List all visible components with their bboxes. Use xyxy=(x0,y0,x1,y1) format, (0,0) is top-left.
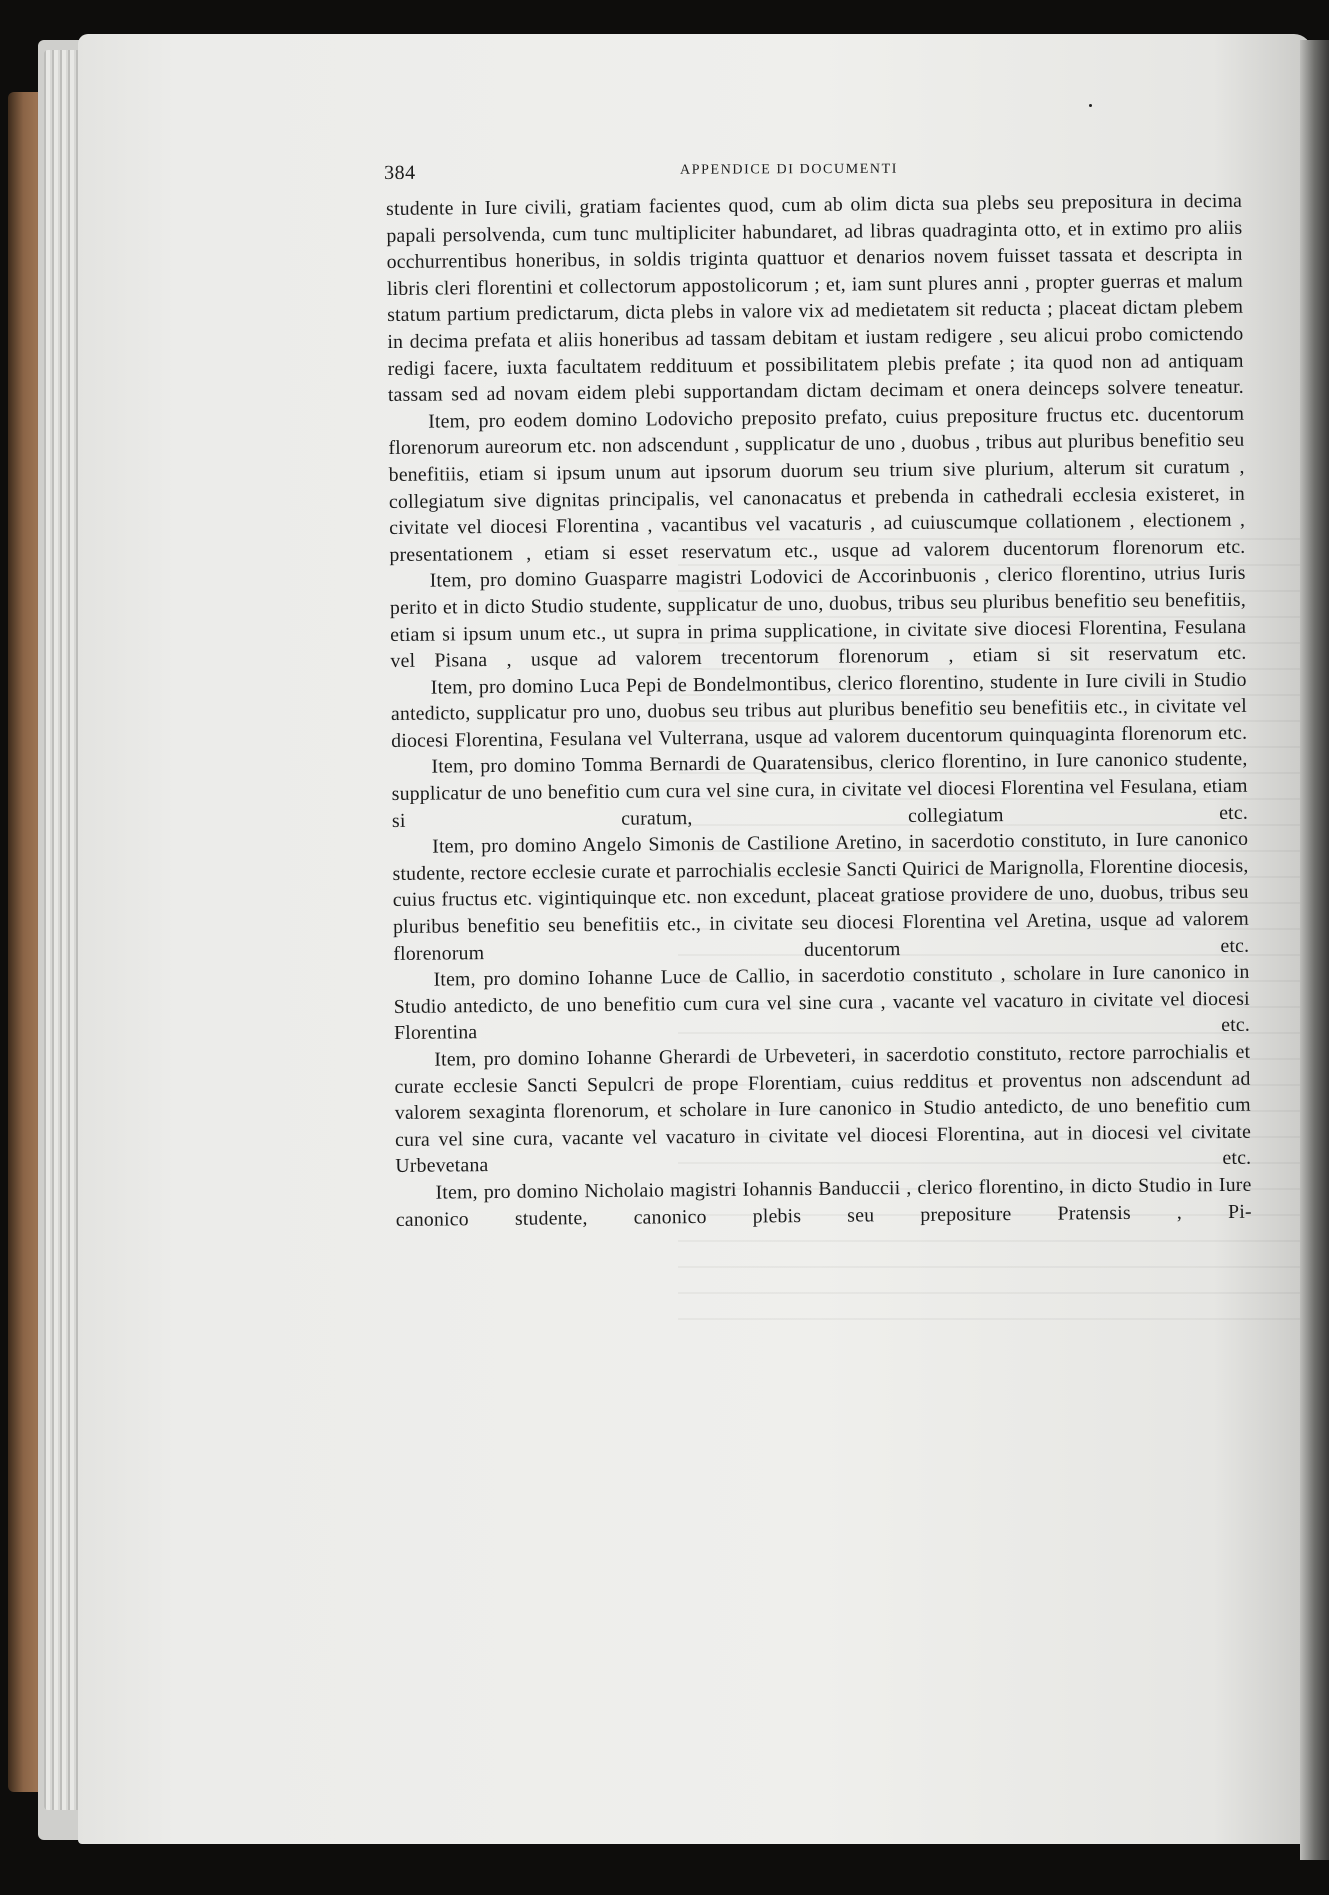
header-title: APPENDICE DI DOCUMENTI xyxy=(680,161,899,178)
paragraph-7: Item, pro domino Iohanne Luce de Callio, in sacerdotio constituto , scholare in Iure canonico in Studio antedicto, de uno benefitio cum cura vel sine cura , vacante vel vacaturo in civitate vel diocesi Florentina etc. xyxy=(393,960,1251,1045)
paragraph-9: Item, pro domino Nicholaio magistri Iohannis Banduccii , clerico florentino, in dicto Studio in Iure canonico studente, canonico plebis seu prepositure Pratensis , Pi- xyxy=(395,1173,1252,1231)
paragraph-4: Item, pro domino Luca Pepi de Bondelmontibus, clerico florentino, studente in Iure civili in Studio antedicto, supplicatur pro uno, duobus seu tribus aut pluribus benefitio seu benefitiis etc., in civitate vel diocesi Florentina, Fesulana vel Vulterrana, usque ad valorem ducentorum quinquaginta florenorum etc. xyxy=(390,668,1248,752)
page-number: 384 xyxy=(384,161,416,184)
ink-speck xyxy=(1089,104,1092,107)
paragraph-5: Item, pro domino Tomma Bernardi de Quaratensibus, clerico florentino, in Iure canonico studente, supplicatur de uno benefitio cum cura vel sine cura, in civitate vel diocesi Florentina vel Fesulana, etiam si curatum, collegiatum etc. xyxy=(391,748,1249,832)
right-gutter xyxy=(1300,40,1329,1860)
text-block xyxy=(386,188,1252,1233)
paragraph-1: studente in Iure civili, gratiam facientes quod, cum ab olim dicta sua plebs seu prepositura in decima papali persolvenda, cum tunc multipliciter habundaret, ad libras quadraginta otto, et in extimo pro aliis occhurrentibus honeribus, in soldis triginta quattuor et denarios novem fuisset tassata et descripta in libris cleri florentini et collectorum appostolicorum ; et, iam sunt plures anni , propter guerras et malum statum partium predictarum, dicta plebs in valore vix ad medietatem sit reducta ; placeat dictam plebem in decima prefata et aliis honeribus ad tassam debitam et iustam redigere , seu alicui probo comictendo redigi facere, iuxta facultatem reddituum et possibilitatem plebis prefate ; ita quod non ad antiquam tassam sed ad novam eidem plebi supportandam dictam decimam et onera deinceps solvere teneatur. xyxy=(386,189,1244,407)
paragraph-8: Item, pro domino Iohanne Gherardi de Urbeveteri, in sacerdotio constituto, rectore parrochialis et curate ecclesie Sancti Sepulcri de prope Florentiam, cuius redditus et proventus non adscendunt ad valorem sexaginta florenorum, et scholare in Iure canonico in Studio antedicto, de uno benefitio cum cura vel sine cura, vacante vel vacaturo in civitate vel diocesi Florentina, aut in diocesi vel civitate Urbevetana etc. xyxy=(394,1040,1252,1178)
paragraph-6: Item, pro domino Angelo Simonis de Castilione Aretino, in sacerdotio constituto, in Iure canonico studente, rectore ecclesie curate et parrochialis ecclesie Sancti Quirici de Marignolla, Florentine diocesis, cuius fructus etc. vigintiquinque etc. non excedunt, placeat gratiose providere de uno, duobus, tribus seu pluribus benefitio seu benefitiis etc., in civitate seu diocesi Florentina vel Aretina, usque ad valorem florenorum ducentorum etc. xyxy=(392,828,1250,965)
paragraph-2: Item, pro eodem domino Lodovicho preposito prefato, cuius prepositure fructus etc. ducentorum florenorum aureorum etc. non adscendunt , supplicatur de uno , duobus , tribus aut pluribus benefitio seu benefitiis, etiam si ipsum unum aut ipsorum duorum seu trium sive plurium, alterum sit curatum , collegiatum sive dignitas principalis, vel canonacatus et prebenda in cathedrali ecclesia existeret, in civitate vel diocesi Florentina , vacantibus vel vacaturis , ad cuiuscumque collationem , electionem , presentationem , etiam si esset reservatum etc., usque ad valorem ducentorum florenorum etc. xyxy=(388,402,1246,566)
paragraph-3: Item, pro domino Guasparre magistri Lodovici de Accorinbuonis , clerico florentino, utrius Iuris perito et in dicto Studio studente, supplicatur de uno, duobus, tribus seu pluribus benefitio seu benefitiis, etiam si ipsum unum etc., ut supra in prima supplicatione, in civitate sive diocesi Florentina, Fesulana vel Pisana , usque ad valorem trecentorum florenorum , etiam si sit reservatum etc. xyxy=(389,562,1247,673)
running-head xyxy=(384,158,1264,186)
